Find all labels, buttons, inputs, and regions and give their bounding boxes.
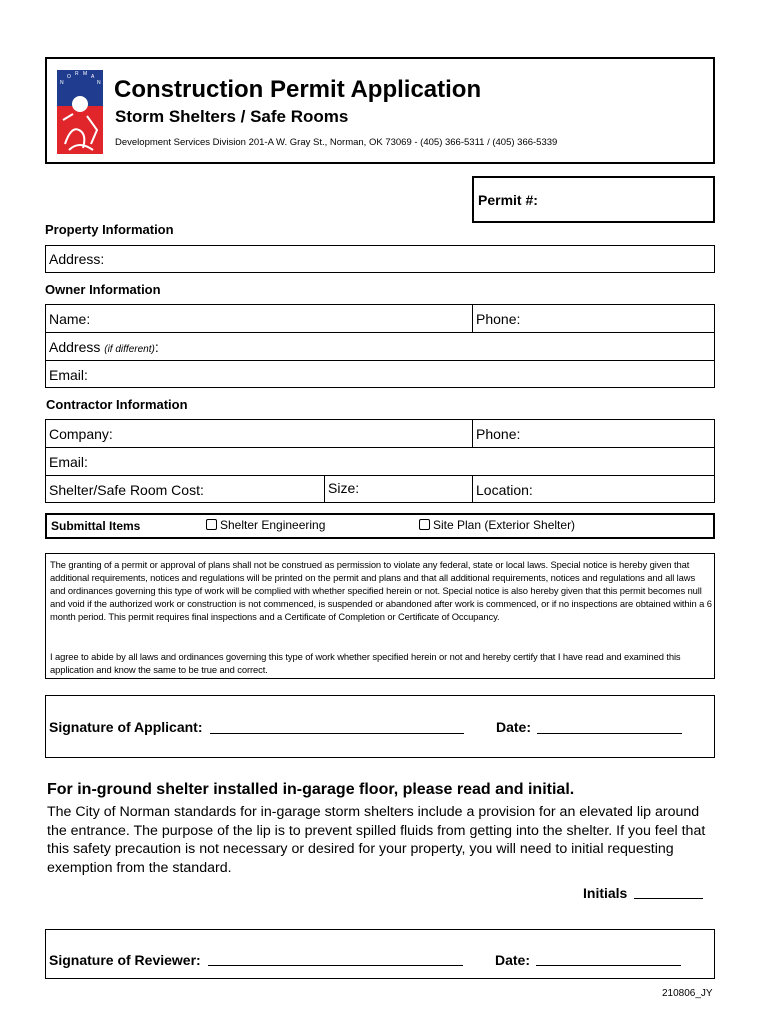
svg-text:R: R <box>75 71 79 77</box>
svg-text:N: N <box>97 80 101 86</box>
applicant-date-line[interactable] <box>537 733 682 734</box>
site-plan-checkbox[interactable] <box>419 518 575 532</box>
column-divider <box>472 419 473 447</box>
page-title: Construction Permit Application <box>114 76 482 103</box>
permit-number-field[interactable] <box>545 180 710 218</box>
reviewer-date-label: Date: <box>495 952 531 968</box>
city-logo <box>57 70 103 154</box>
row-divider <box>45 475 715 476</box>
row-divider <box>45 360 715 361</box>
owner-address-colon: : <box>154 339 159 355</box>
owner-name-field[interactable]: Name: <box>49 311 91 327</box>
legal-notice-paragraph: The granting of a permit or approval of plans shall not be construed as permission to violate any federal, state or local laws. Special notice is hereby given that additional requirements, notices and regulations will be printed on the permit and plans and that all additional requirements, notices and regulations and all laws and ordinances governing this type of work will be complied with whether specified herein or not. Special notice is also hereby given that this permit becomes null and void if the authorized work or construction is not commenced, is suspended or abandoned after work is commenced, or if no inspections are obtained within a 6 month period. This permit requires final inspections and a Certificate of Completion or Certificate of Occupancy. <box>50 559 712 623</box>
logo-graphic <box>57 70 103 154</box>
row-divider <box>45 332 715 333</box>
column-divider <box>472 475 473 503</box>
owner-address-note: (if different) <box>104 344 155 355</box>
contractor-company-field[interactable]: Company: <box>49 426 113 442</box>
garage-heading: For in-ground shelter installed in-garage floor, please read and initial. <box>47 781 575 798</box>
logo-letter: N <box>60 80 64 86</box>
submittal-label: Submittal Items <box>51 519 141 533</box>
owner-address-label: Address <box>49 339 101 355</box>
form-code: 210806_JY <box>662 988 713 999</box>
owner-address-field[interactable] <box>49 339 159 355</box>
reviewer-signature-line[interactable] <box>208 965 463 966</box>
owner-email-field[interactable]: Email: <box>49 367 88 383</box>
reviewer-date-line[interactable] <box>536 965 681 966</box>
applicant-date-label: Date: <box>496 719 532 735</box>
shelter-cost-field[interactable]: Shelter/Safe Room Cost: <box>49 482 204 498</box>
row-divider <box>45 447 715 448</box>
shelter-location-field[interactable]: Location: <box>476 482 533 498</box>
checkbox-icon <box>419 519 430 530</box>
contractor-phone-field[interactable]: Phone: <box>476 426 521 442</box>
property-address-field[interactable] <box>45 245 715 273</box>
shelter-engineering-checkbox[interactable] <box>206 518 325 532</box>
checkbox-icon <box>206 519 217 530</box>
agreement-paragraph: I agree to abide by all laws and ordinances governing this type of work whether specified herein or not and hereby certify that I have read and examined this application and know the same to be true and correct. <box>50 651 681 676</box>
shelter-size-field[interactable]: Size: <box>328 480 360 496</box>
page-subtitle: Storm Shelters / Safe Rooms <box>115 107 349 126</box>
division-address: Development Services Division 201-A W. Gray St., Norman, OK 73069 - (405) 366-5311 / (405) 366-5339 <box>115 137 558 148</box>
shelter-engineering-label: Shelter Engineering <box>220 518 326 532</box>
svg-text:O: O <box>67 74 71 80</box>
applicant-signature-line[interactable] <box>210 733 464 734</box>
initials-line[interactable] <box>634 898 703 899</box>
reviewer-signature-label: Signature of Reviewer: <box>49 952 201 968</box>
site-plan-label: Site Plan (Exterior Shelter) <box>433 518 576 532</box>
property-address-label: Address: <box>49 251 105 267</box>
svg-text:M: M <box>83 71 88 77</box>
contractor-heading: Contractor Information <box>46 397 188 412</box>
property-heading: Property Information <box>45 222 174 237</box>
column-divider <box>472 304 473 332</box>
owner-phone-field[interactable]: Phone: <box>476 311 521 327</box>
permit-number-label: Permit #: <box>478 192 538 208</box>
garage-body: The City of Norman standards for in-garage storm shelters include a provision for an elevated lip around the entrance. The purpose of the lip is to prevent spilled fluids from getting into the shelter. If you feel that this safety precaution is not necessary or desired for your property, you will need to initial requesting exemption from the standard. <box>47 804 706 876</box>
initials-label: Initials <box>583 885 628 901</box>
applicant-signature-label: Signature of Applicant: <box>49 719 203 735</box>
column-divider <box>324 475 325 503</box>
submittal-row <box>45 513 715 539</box>
contractor-email-field[interactable]: Email: <box>49 454 88 470</box>
svg-text:A: A <box>91 74 95 80</box>
owner-heading: Owner Information <box>45 282 161 297</box>
